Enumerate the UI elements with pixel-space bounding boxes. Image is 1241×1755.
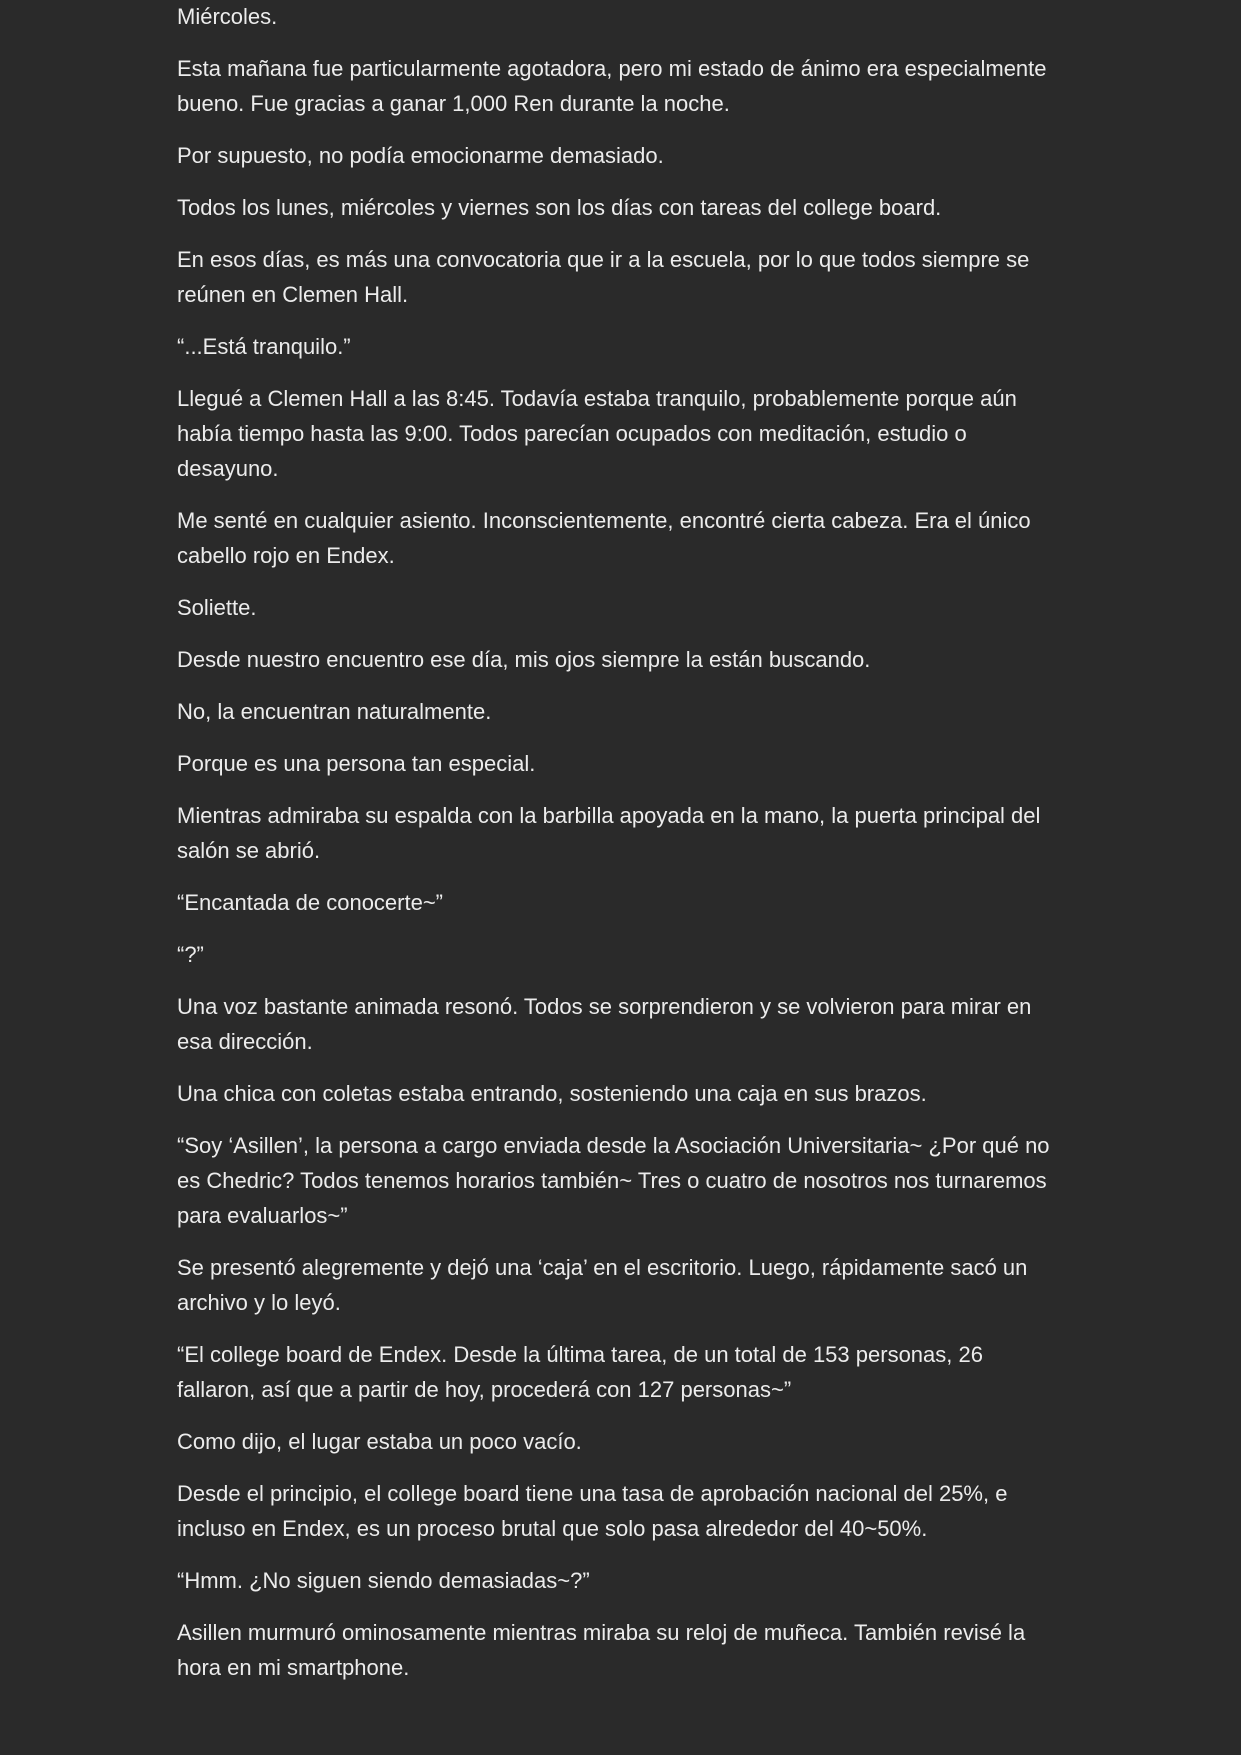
paragraph: Desde el principio, el college board tiene una tasa de aprobación nacional del 25%, e incluso en Endex, es un proceso brutal que solo pasa alrededor del 40~50%. [177, 1481, 1008, 1541]
paragraph: “Soy ‘Asillen’, la persona a cargo enviada desde la Asociación Universitaria~ ¿Por qué no es Chedric? Todos tenemos horarios también~ Tres o cuatro de nosotros nos turnaremos para evaluarlos~” [177, 1133, 1050, 1228]
paragraph: En esos días, es más una convocatoria que ir a la escuela, por lo que todos siempre se reúnen en Clemen Hall. [177, 247, 1030, 307]
paragraph: Miércoles. [177, 4, 278, 29]
paragraph: “Hmm. ¿No siguen siendo demasiadas~?” [177, 1568, 590, 1593]
paragraph: “?” [177, 942, 204, 967]
paragraph: Una voz bastante animada resonó. Todos se sorprendieron y se volvieron para mirar en esa dirección. [177, 994, 1032, 1054]
paragraph: Asillen murmuró ominosamente mientras miraba su reloj de muñeca. También revisé la hora en mi smartphone. [177, 1620, 1026, 1680]
paragraph: “Encantada de conocerte~” [177, 890, 444, 915]
paragraph: “...Está tranquilo.” [177, 334, 351, 359]
paragraph: Soliette. [177, 595, 257, 620]
paragraph: Mientras admiraba su espalda con la barbilla apoyada en la mano, la puerta principal del salón se abrió. [177, 803, 1041, 863]
paragraph: Se presentó alegremente y dejó una ‘caja’ en el escritorio. Luego, rápidamente sacó un archivo y lo leyó. [177, 1255, 1028, 1315]
paragraph: Desde nuestro encuentro ese día, mis ojos siempre la están buscando. [177, 647, 871, 672]
paragraph: Todos los lunes, miércoles y viernes son los días con tareas del college board. [177, 195, 942, 220]
story-text [177, 0, 1057, 1702]
paragraph: Llegué a Clemen Hall a las 8:45. Todavía estaba tranquilo, probablemente porque aún había tiempo hasta las 9:00. Todos parecían ocupados con meditación, estudio o desayuno. [177, 386, 1017, 481]
paragraph: Me senté en cualquier asiento. Inconscientemente, encontré cierta cabeza. Era el único cabello rojo en Endex. [177, 508, 1031, 568]
paragraph: “El college board de Endex. Desde la última tarea, de un total de 153 personas, 26 fallaron, así que a partir de hoy, procederá con 127 personas~” [177, 1342, 983, 1402]
paragraph: Por supuesto, no podía emocionarme demasiado. [177, 143, 664, 168]
paragraph: Porque es una persona tan especial. [177, 751, 536, 776]
paragraph: Esta mañana fue particularmente agotadora, pero mi estado de ánimo era especialmente bueno. Fue gracias a ganar 1,000 Ren durante la noche. [177, 56, 1047, 116]
paragraph: Una chica con coletas estaba entrando, sosteniendo una caja en sus brazos. [177, 1081, 927, 1106]
paragraph: Como dijo, el lugar estaba un poco vacío. [177, 1429, 582, 1454]
paragraph: No, la encuentran naturalmente. [177, 699, 492, 724]
